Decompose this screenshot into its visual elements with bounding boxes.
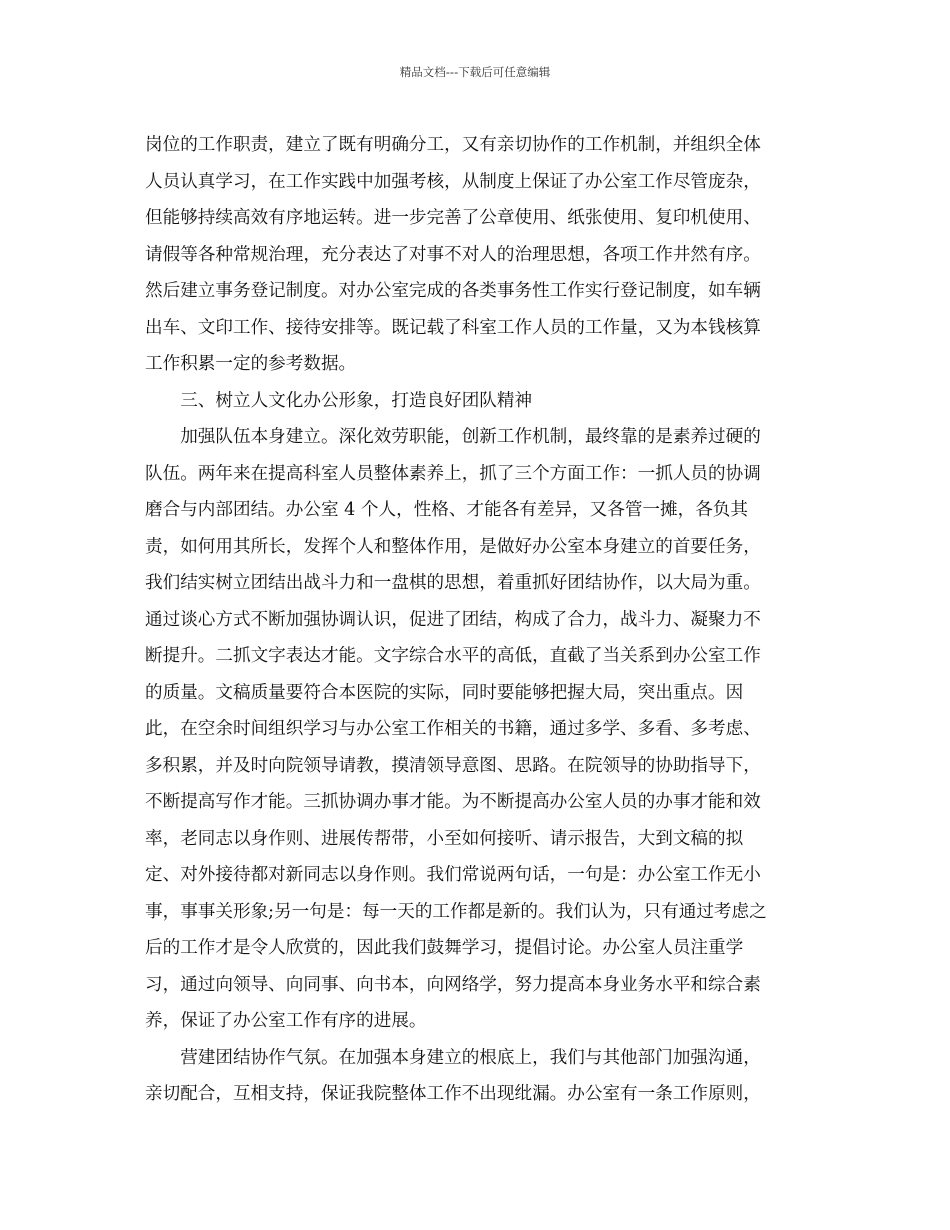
document-body — [145, 127, 813, 1113]
text-line: 的质量。文稿质量要符合本医院的实际，同时要能够把握大局，突出重点。因 — [145, 682, 744, 703]
text-line: 但能够持续高效有序地运转。进一步完善了公章使用、纸张使用、复印机使用、 — [145, 208, 761, 228]
section-heading: 三、树立人文化办公形象，打造良好团队精神 — [145, 390, 533, 411]
text-line: 岗位的工作职责，建立了既有明确分工，又有亲切协作的工作机制，并组织全体 — [145, 135, 761, 155]
text-line: 此，在空余时间组织学习与办公室工作相关的书籍，通过多学、多看、多考虑、 — [145, 719, 761, 739]
text-line: 工作积累一定的参考数据。 — [145, 354, 357, 374]
text-line: 加强队伍本身建立。深化效劳职能，创新工作机制，最终靠的是素养过硬的 — [145, 427, 761, 447]
text-line: 不断提高写作才能。三抓协调办事才能。为不断提高办公室人员的办事才能和效 — [145, 792, 761, 812]
text-line: 队伍。两年来在提高科室人员整体素养上，抓了三个方面工作：一抓人员的协调 — [145, 463, 761, 484]
text-line: 后的工作才是令人欣赏的，因此我们鼓舞学习，提倡讨论。办公室人员注重学 — [145, 938, 744, 958]
text-line: 定、对外接待都对新同志以身作则。我们常说两句话，一句是：办公室工作无小 — [145, 865, 761, 885]
text-line: 人员认真学习，在工作实践中加强考核，从制度上保证了办公室工作尽管庞杂， — [145, 171, 761, 192]
text-line: 事，事事关形象;另一句是：每一天的工作都是新的。我们认为，只有通过考虑之 — [145, 901, 767, 922]
text-line: 养，保证了办公室工作有序的进展。 — [145, 1011, 427, 1031]
text-line: 出车、文印工作、接待安排等。既记载了科室工作人员的工作量，又为本钱核算 — [145, 317, 761, 338]
text-line: 断提升。二抓文字表达才能。文字综合水平的高低，直截了当关系到办公室工作 — [145, 646, 761, 666]
text-line: 多积累，并及时向院领导请教，摸清领导意图、思路。在院领导的协助指导下， — [145, 755, 761, 776]
text-line: 率，老同志以身作则、进展传帮带，小至如何接听、请示报告，大到文稿的拟 — [145, 828, 744, 849]
text-line: 磨合与内部团结。办公室 4 个人，性格、才能各有差异，又各管一摊，各负其 — [145, 500, 748, 520]
page-header: 精品文档---下载后可任意编辑 — [399, 65, 551, 79]
text-line: 通过谈心方式不断加强协调认识，促进了团结，构成了合力，战斗力、凝聚力不 — [145, 609, 761, 630]
text-line: 请假等各种常规治理，充分表达了对事不对人的治理思想，各项工作井然有序。 — [145, 244, 761, 265]
text-line: 营建团结协作气氛。在加强本身建立的根底上，我们与其他部门加强沟通， — [145, 1047, 761, 1068]
text-line: 我们结实树立团结出战斗力和一盘棋的思想，着重抓好团结协作，以大局为重。 — [145, 573, 761, 593]
text-line: 习，通过向领导、向同事、向书本，向网络学，努力提高本身业务水平和综合素 — [145, 974, 761, 995]
text-line: 责，如何用其所长，发挥个人和整体作用，是做好办公室本身建立的首要任务， — [145, 536, 761, 557]
text-line: 亲切配合，互相支持，保证我院整体工作不出现纰漏。办公室有一条工作原则， — [145, 1084, 761, 1104]
text-line: 然后建立事务登记制度。对办公室完成的各类事务性工作实行登记制度，如车辆 — [145, 281, 761, 301]
